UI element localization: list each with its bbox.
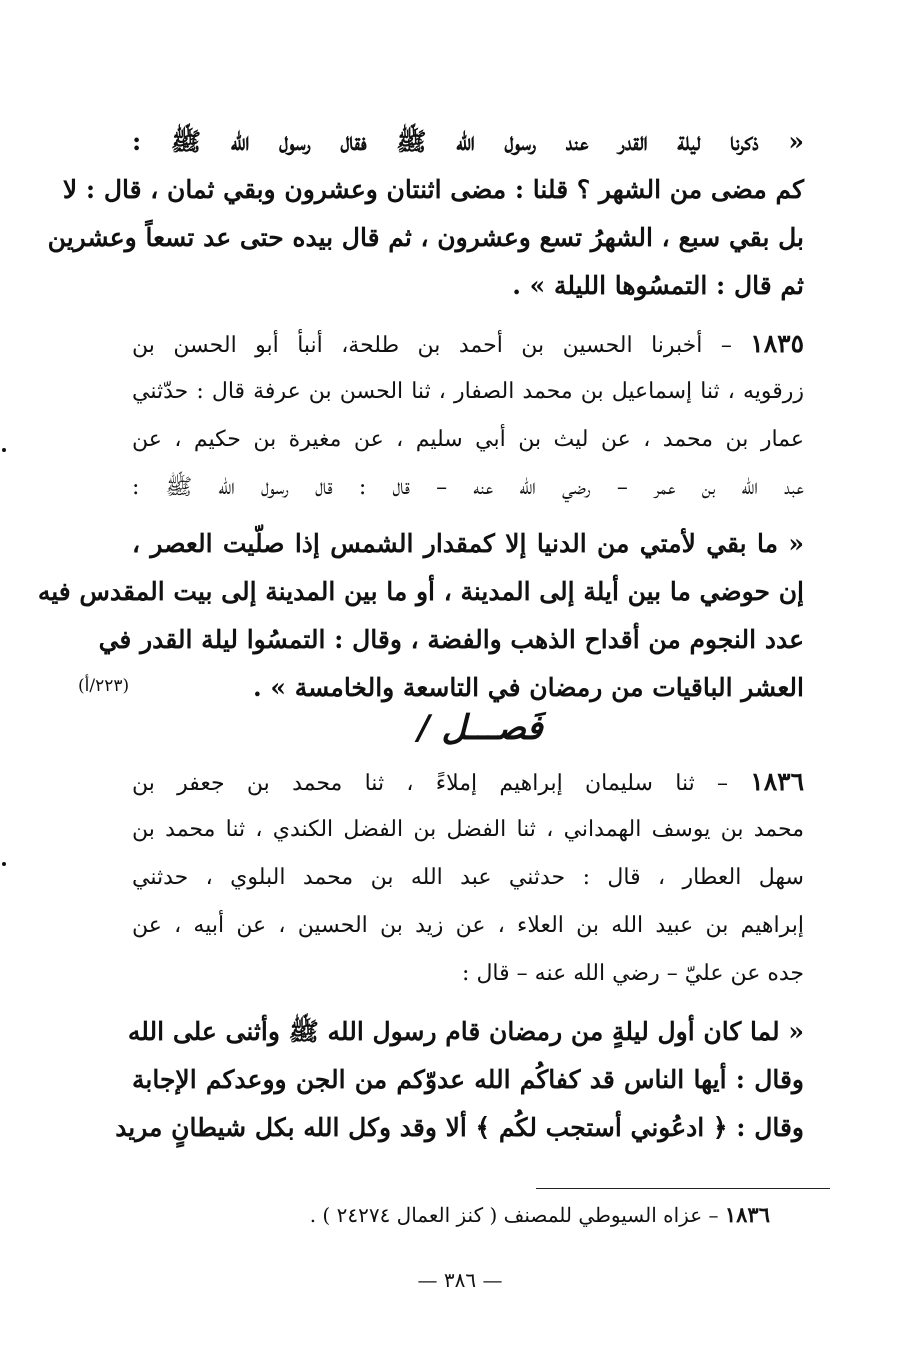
text-line: عبد الله بن عمر – رضي الله عنه – قال : قال رسول الله ﷺ : xyxy=(132,475,804,500)
page-number: — ٣٨٦ — xyxy=(417,1268,503,1292)
text-line: « لما كان أول ليلةٍ من رمضان قام رسول الله ﷺ وأثنى على الله xyxy=(127,1017,804,1046)
quote-paragraph-1 xyxy=(47,118,804,310)
text-line: العشر الباقيات من رمضان في التاسعة والخامسة » . xyxy=(252,673,804,702)
hadith-number: ١٨٣٦ xyxy=(750,767,805,796)
footnote-text: – عزاه السيوطي للمصنف ( كنز العمال ٢٤٢٧٤ ) . xyxy=(309,1203,719,1227)
text-line: « ما بقي لأمتي من الدنيا إلا كمقدار الشمس إذا صلّيت العصر ، xyxy=(132,529,804,558)
manuscript-folio-mark: (٢٢٣/أ) xyxy=(78,676,130,696)
text-line-body: – ثنا سليمان إبراهيم إملاءً ، ثنا محمد بن جعفر بن xyxy=(132,771,728,796)
text-line: « ذكرنا ليلة القدر عند رسول الله ﷺ فقال رسول الله ﷺ : xyxy=(132,127,804,156)
text-line xyxy=(132,758,804,806)
text-line: وقال : أيها الناس قد كفاكُم الله عدوّكم من الجن ووعدكم الإجابة xyxy=(132,1065,804,1094)
hadith-1835-isnad xyxy=(132,320,804,512)
text-line: إن حوضي ما بين أيلة إلى المدينة ، أو ما بين المدينة إلى بيت المقدس فيه xyxy=(37,577,804,606)
hadith-1836-isnad xyxy=(132,758,804,998)
footnote-divider xyxy=(536,1188,830,1189)
text-line-body: – أخبرنا الحسين بن أحمد بن طلحة، أنبأ أبو الحسن بن xyxy=(132,333,732,358)
footnote-number: ١٨٣٦ xyxy=(724,1202,770,1227)
text-line: سهل العطار ، قال : حدثني عبد الله بن محمد البلوي ، حدثني xyxy=(132,865,804,890)
scan-speck xyxy=(2,862,6,866)
scan-speck xyxy=(2,448,6,452)
text-line: وقال : ﴿ ادعُوني أستجب لكُم ﴾ ألا وقد وكل الله بكل شيطانٍ مريد xyxy=(115,1113,804,1142)
text-line: إبراهيم بن عبيد الله بن العلاء ، عن زيد بن الحسين ، عن أبيه ، عن xyxy=(132,913,804,938)
section-title: فَصـــل / xyxy=(417,708,543,748)
footnote xyxy=(250,1202,770,1227)
text-line: عدد النجوم من أقداح الذهب والفضة ، وقال : التمسُوا ليلة القدر في xyxy=(98,625,804,654)
hadith-number: ١٨٣٥ xyxy=(750,329,804,358)
text-line xyxy=(132,320,804,368)
quote-paragraph-3 xyxy=(115,1008,804,1152)
text-line: عمار بن محمد ، عن ليث بن أبي سليم ، عن مغيرة بن حكيم ، عن xyxy=(132,427,804,452)
text-line: ثم قال : التمسُوها الليلة » . xyxy=(512,271,804,300)
text-line: زرقويه ، ثنا إسماعيل بن محمد الصفار ، ثنا الحسن بن عرفة قال : حدّثني xyxy=(132,379,804,404)
text-line: جده عن عليّ – رضي الله عنه – قال : xyxy=(462,961,804,986)
text-line: محمد بن يوسف الهمداني ، ثنا الفضل بن الفضل الكندي ، ثنا محمد بن xyxy=(132,817,804,842)
text-line: كم مضى من الشهر ؟ قلنا : مضى اثنتان وعشرون وبقي ثمان ، قال : لا xyxy=(62,175,804,204)
text-line: بل بقي سبع ، الشهرُ تسع وعشرون ، ثم قال بيده حتى عد تسعاً وعشرين xyxy=(47,223,804,252)
